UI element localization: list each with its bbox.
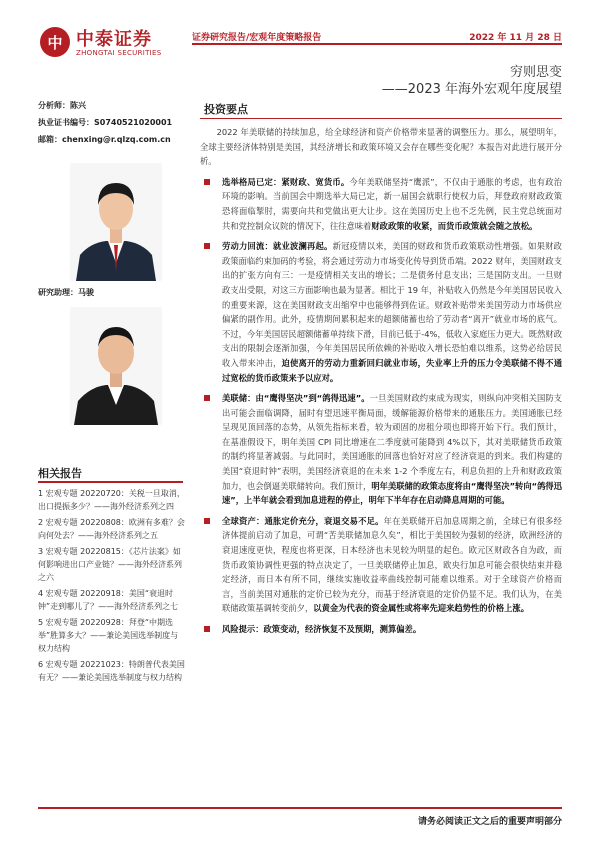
report-type: 证券研究报告/宏观年度策略报告 bbox=[192, 33, 322, 43]
key-point-lead: 劳动力回流：就业波澜再起。 bbox=[222, 241, 333, 252]
section-title: 投资要点 bbox=[204, 103, 248, 116]
footer-disclaimer: 请务必阅读正文之后的重要声明部分 bbox=[417, 817, 562, 827]
key-point bbox=[200, 175, 562, 233]
bullet-square-icon bbox=[204, 395, 210, 401]
key-point-text: 一旦美国财政约束成为现实，则纵向冲突相关国防支出可能会面临调降，届时有望迅速平衡局面，缓解能源价格带来的通胀压力。美国通胀已经呈现见顶回落的态势，从领先指标来看，较为顽固的房租分项也即将开始下行。我们预计，在基准假设下，明年美国 CPI 同比增速在二季度就可能降到 4%以下，其对美联储货币政策的制约将显著减弱。与此同时，美国通胀的回落也恰好对应了经济衰退的到来。我们构建的美国“衰退时钟”表明，美国经济衰退的在未来 1-2 个季度左右，利息负担的上升和财政政策加力，也会倒逼美联储转向。我们预计， bbox=[222, 393, 562, 491]
related-reports-title: 相关报告 bbox=[38, 467, 82, 480]
research-assistant: 研究助理：马骏 bbox=[38, 288, 94, 297]
footer-divider bbox=[38, 807, 562, 809]
report-date: 2022 年 11 月 28 日 bbox=[469, 33, 562, 43]
related-report-item[interactable]: 4 宏观专题 20220918：美国“衰退时钟”走到哪儿了？——海外经济系列之七 bbox=[38, 589, 179, 611]
key-point-tail: 财政政策的收紧，而货币政策就会随之放松。 bbox=[371, 220, 538, 231]
key-point-tail: 政策变动，经济恢复不及预期，测算偏差。 bbox=[263, 624, 422, 634]
analyst-email[interactable]: 邮箱：chenxing@r.qlzq.com.cn bbox=[38, 135, 171, 144]
bullet-square-icon bbox=[204, 243, 210, 249]
report-body bbox=[200, 125, 562, 643]
key-point-lead: 美联储：由“鹰得坚决”到“鸽得迅速”。 bbox=[222, 393, 370, 404]
key-point-text: 今年美联储坚持“鹰派”，不仅由于通胀的考虑，也有政治环境的影响。当前国会中期选举大局已定，新一届国会就职行使权力后，拜登政府财政政策恐将面临掣肘，需要向共和党做出更大让步。这在美国历史上也不乏先例，民主党总统面对共和党控制众议院的情况下，往往意味着 bbox=[222, 176, 562, 231]
header-divider bbox=[192, 43, 562, 45]
assistant-photo bbox=[70, 307, 162, 425]
key-point-text: 新冠疫情以来，美国的财政和货币政策联动性增强。如果财政政策面临约束加码的考验，将会通过劳动力市场变化传导到货币端。2022 财年，美国财政支出的扩张方向有三：一是疫情相关支出的增长；二是债务付息支出；三是国防支出。一旦财政支出受限，对这三方面影响也最为显著。相比于 19 年，补贴收入仍然是今年美国居民收入的重要来源，这在美国财政支出缩窄中也能够得到佐证。财政补贴带来美国劳动力市场供应偏紧的副作用。此外，疫情期间累积起来的超额储蓄也给了劳动者“离开”就业市场的底气。不过，今年美国居民超额储蓄单持续下滑，目前已低于-4%，低收入家庭压力更大。既然财政支出的限制会逐渐加强，今年美国居民所依赖的补贴收入增长恐怕难以维系，这势必给居民收入带来冲击， bbox=[222, 241, 562, 368]
related-report-item[interactable]: 5 宏观专题 20220928：拜登“中期选举”胜算多大？——兼论美国选举制度与权力结构 bbox=[38, 618, 179, 653]
bullet-square-icon bbox=[204, 179, 210, 185]
related-report-item[interactable]: 6 宏观专题 20221023：特朗普代表美国有无？——兼论美国选举制度与权力结构 bbox=[38, 660, 185, 682]
risk-warning bbox=[200, 622, 562, 637]
analyst-photo bbox=[70, 163, 162, 281]
key-point-lead: 全球资产：通胀定价充分，衰退交易不足。 bbox=[222, 515, 384, 526]
key-point bbox=[200, 514, 562, 616]
report-subtitle: ——2023 年海外宏观年度展望 bbox=[381, 82, 562, 97]
related-report-item[interactable]: 1 宏观专题 20220720：关税一旦取消，出口提振多少？——海外经济系列之四 bbox=[38, 489, 185, 511]
key-point-lead: 风险提示： bbox=[222, 624, 264, 634]
analyst-info bbox=[38, 100, 188, 151]
key-point bbox=[200, 239, 562, 385]
analyst-cert: 执业证书编号：S0740521020001 bbox=[38, 118, 173, 127]
logo-name-en: ZHONGTAI SECURITIES bbox=[76, 49, 162, 57]
key-point-lead: 选举格局已定：紧财政、宽货币。 bbox=[222, 176, 350, 187]
company-logo bbox=[40, 25, 165, 61]
key-point-tail: 以黄金为代表的资金属性或将率先迎来趋势性的价格上涨。 bbox=[313, 603, 530, 614]
analyst-name: 分析师：陈兴 bbox=[38, 101, 86, 110]
bullet-square-icon bbox=[204, 626, 210, 632]
bullet-square-icon bbox=[204, 518, 210, 524]
related-report-item[interactable]: 3 宏观专题 20220815：《芯片法案》如何影响进出口产业链？——海外经济系列之六 bbox=[38, 547, 182, 582]
logo-name-cn: 中泰证券 bbox=[76, 29, 152, 50]
related-divider bbox=[38, 481, 183, 483]
key-point-tail: 明年美联储的政策态度将由“鹰得坚决”转向“鸽得迅速”，上半年就会看到加息进程的停止，明年下半年存在启动降息周期的可能。 bbox=[222, 480, 562, 506]
key-point-text: 年在美联储开启加息周期之前，全球已有很多经济体提前启动了加息，可谓“苦美联储加息久矣”，相比于美国较为强韧的经济，欧洲经济的衰退速度更快，程度也将更深，日本经济也未见较为明显的起色。欧元区财政各自为政，而货币政策协调性更强的特点决定了，一旦美联储停止加息，欧央行加息可能会很快结束并稳定经济，而日本有所不同，继续实施收益率曲线控制可能难以维系。对于全球资产价格而言，当前美国对通胀的定价已较为充分，而基于经济衰退的定价仍显不足。我们认为，在美联储政策基调转变前夕， bbox=[222, 515, 562, 614]
related-report-item[interactable]: 2 宏观专题 20220808：欧洲有多难？会向何处去？——海外经济系列之五 bbox=[38, 518, 185, 540]
key-point-tail: 迫使离开的劳动力重新回归就业市场，失业率上升的压力令美联储不得不通过宽松的货币政策来予以应对。 bbox=[222, 357, 562, 383]
related-reports-list bbox=[38, 487, 186, 687]
intro-paragraph: 2022 年美联储的持续加息，给全球经济和资产价格带来显著的调整压力。那么，展望明年，全球主要经济体特别是美国，其经济增长和政策环境又会存在哪些变化呢？本报告对此进行展开分析。 bbox=[200, 127, 562, 167]
key-point bbox=[200, 391, 562, 508]
section-header bbox=[200, 100, 562, 119]
logo-mark: 中 bbox=[40, 27, 70, 57]
report-title: 穷则思变 bbox=[509, 65, 562, 80]
